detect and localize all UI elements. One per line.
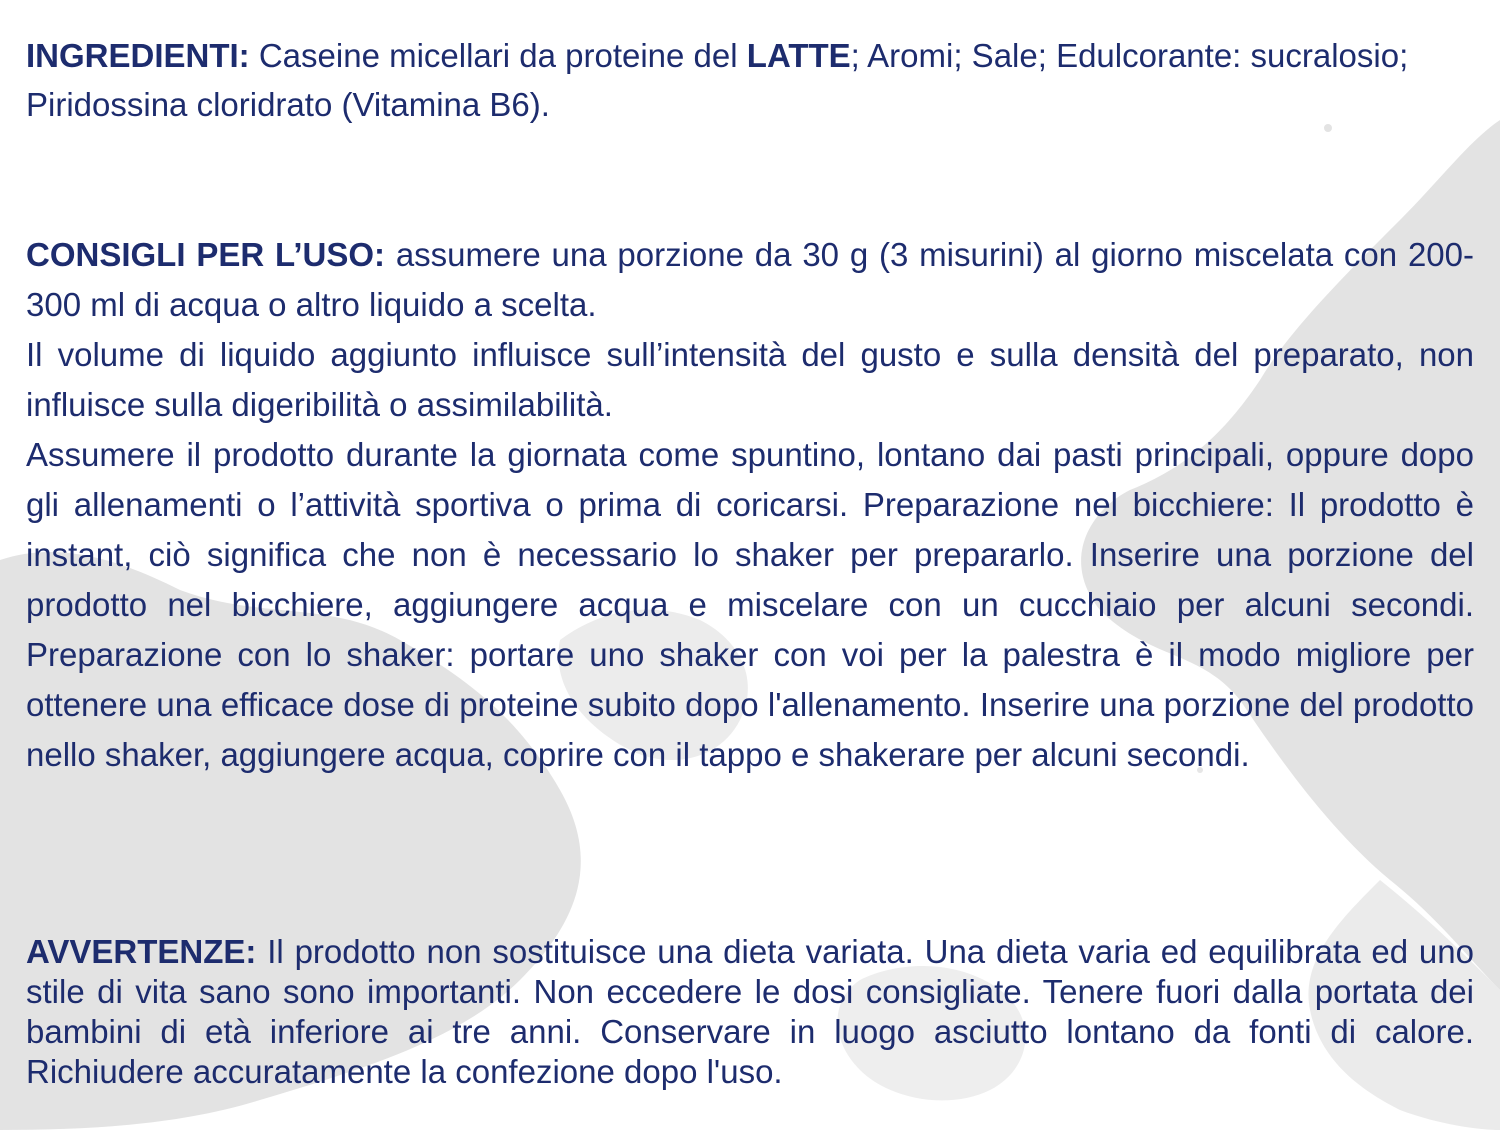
allergen-milk: LATTE [746,37,851,74]
usage-section [26,230,1474,780]
usage-paragraph-volume: Il volume di liquido aggiunto influisce sull’intensità del gusto e sulla densità del preparato, non influisce sulla digeribilità o assimilabilità. [26,336,1474,423]
warnings-text: Il prodotto non sostituisce una dieta variata. Una dieta varia ed equilibrata ed uno stile di vita sano sono importanti. Non eccedere le dosi consigliate. Tenere fuori dalla portata dei bambini di età inferiore ai tre anni. Conservare in luogo asciutto lontano da fonti di calore. Richiudere accuratamente la confezione dopo l'uso. [26,933,1474,1090]
usage-intro-paragraph [26,230,1474,330]
usage-paragraph-preparation: Assumere il prodotto durante la giornata come spuntino, lontano dai pasti principali, oppure dopo gli allenamenti o l’attività sportiva o prima di coricarsi. Preparazione nel bicchiere: Il prodotto è instant, ciò significa che non è necessario lo shaker per prepararlo. Inserire una porzione del prodotto nel bicchiere, aggiungere acqua e miscelare con un cucchiaio per alcuni secondi. Preparazione con lo shaker: portare uno shaker con voi per la palestra è il modo migliore per ottenere una efficace dose di proteine subito dopo l'allenamento. Inserire una porzione del prodotto nello shaker, aggiungere acqua, coprire con il tappo e shakerare per alcuni secondi. [26,436,1474,773]
usage-intro-text: assumere una porzione da 30 g (3 misurini) al giorno miscelata con 200-300 ml di acqua o altro liquido a scelta. [26,236,1474,323]
ingredients-section [26,31,1474,129]
ingredients-label: INGREDIENTI: [26,37,250,74]
usage-label: CONSIGLI PER L’USO: [26,236,385,273]
warnings-label: AVVERTENZE: [26,933,257,970]
ingredients-text-part-2: ; Aromi; Sale; Edulcorante: sucralosio; Piridossina cloridrato (Vitamina B6). [26,37,1409,123]
warnings-section [26,932,1474,1092]
ingredients-text-part-1: Caseine micellari da proteine del [249,37,747,74]
